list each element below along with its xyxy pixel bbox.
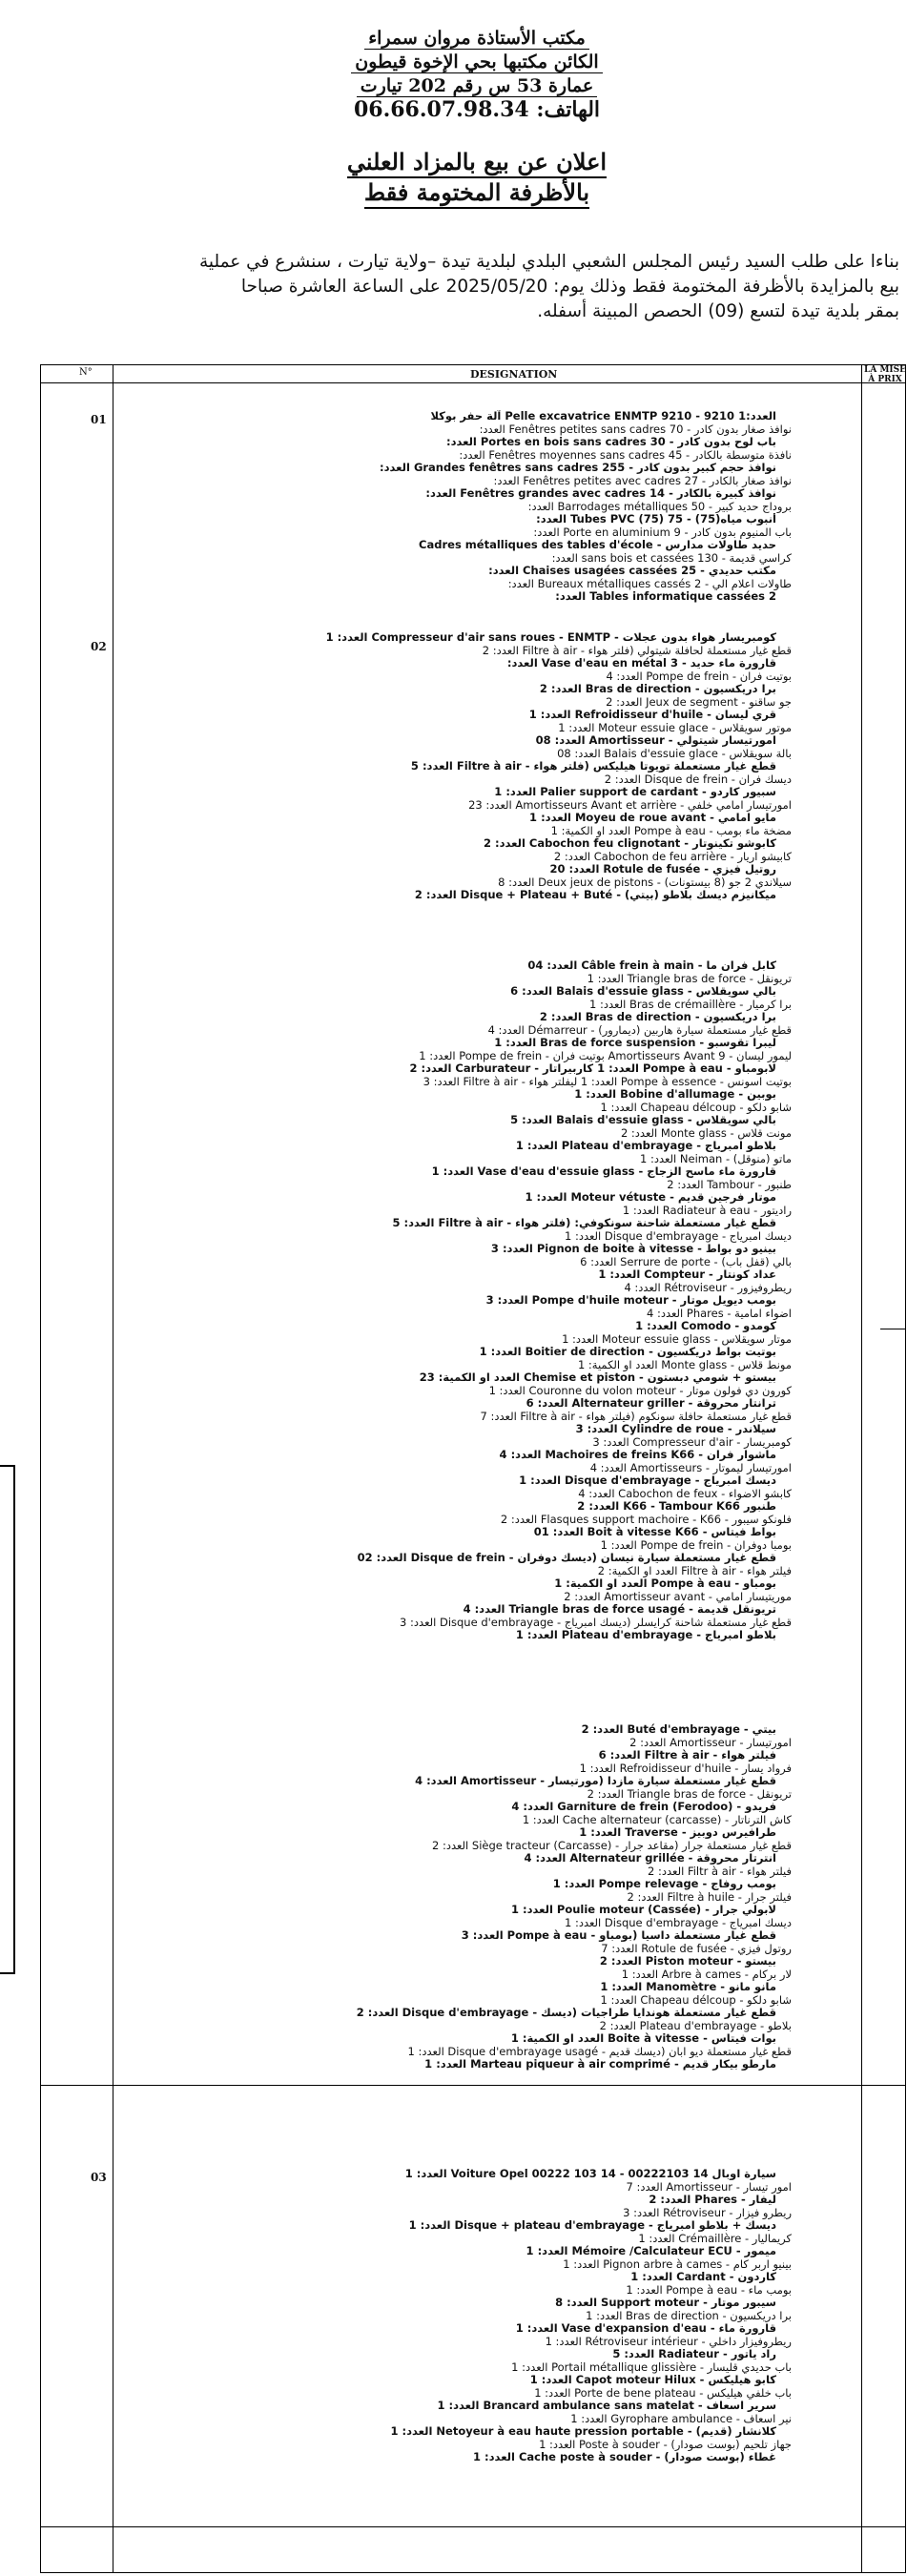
lot-item: طنبور K66 - Tambour K66 العدد: 2 bbox=[577, 1500, 776, 1513]
lot-item: قارورة ماء ماسح الزجاج - Vase d'eau d'essuie glass العدد: 1 bbox=[431, 1165, 776, 1178]
lot-item: نوافذ صغار بدون كادر - 70 Fenêtres petites sans cadres العدد: bbox=[479, 422, 792, 436]
lot-item: كورون دي فولون موتار - Couronne du volon moteur العدد: 1 bbox=[488, 1384, 792, 1397]
lot-item: ريطروفيزار داخلي - Rétroviseur intérieur العدد: 1 bbox=[545, 2335, 792, 2348]
lot-item: بومب ماء - Pompe à eau العدد: 1 bbox=[626, 2283, 792, 2297]
notice-intro bbox=[8, 250, 899, 324]
lot-item: قري ليسان - Refroidisseur d'huile العدد: 1 bbox=[528, 709, 776, 721]
notice-title-line-1: اعلان عن بيع بالمزاد العلني bbox=[347, 148, 607, 178]
col-header-mise-a-prix: LA MISE À PRIX bbox=[864, 365, 906, 384]
lot-item: مونت قلاس - Monte glass العدد: 2 bbox=[620, 1126, 792, 1140]
lot-item: روتيل فيزي - Rotule de fusée العدد: 20 bbox=[549, 863, 776, 876]
lot-item: باب المنيوم بدون كادر - 9 Porte en aluminium العدد: bbox=[533, 526, 792, 539]
lot-item: كابل فران ما - Câble frein à main العدد: 04 bbox=[527, 959, 776, 972]
lot-item: بالة سويقلاس - Balais d'essuie glace العدد: 08 bbox=[557, 747, 792, 760]
lot-item: لار بركام - Arbre à cames العدد: 1 bbox=[621, 1968, 792, 1981]
office-phone: الهاتف: 06.66.07.98.34 bbox=[353, 97, 601, 122]
lot-item: تريونقل - Triangle bras de force العدد: 2 bbox=[587, 1787, 792, 1801]
lot-item: طنبور - Tambour العدد: 2 bbox=[667, 1178, 792, 1191]
lot-item: ديسك امبرياج - Disque d'embrayage العدد: 1 bbox=[564, 1916, 792, 1929]
office-address-1: الكائن مكتبها بحي الإخوة قيطون bbox=[351, 52, 602, 73]
lot-item: مانو مانو - Manomètre العدد: 1 bbox=[600, 1981, 776, 1993]
lot-item: برا دريكسيون - Bras de direction العدد: 2 bbox=[539, 1011, 776, 1023]
lot-item: ريطرو فيزار - Rétroviseur العدد: 3 bbox=[623, 2206, 792, 2219]
lot-item: نير اسعاف - Gyrophare ambulance العدد: 1 bbox=[570, 2412, 792, 2425]
lot-group bbox=[174, 1723, 797, 2071]
lot-item: فريدو - (Ferodoo) Garniture de frein العدد: 4 bbox=[511, 1801, 776, 1813]
lot-item: بيستو - Piston moteur العدد: 2 bbox=[599, 1955, 776, 1968]
lot-item: برا دريكسيون - Bras de direction العدد: 1 bbox=[586, 2309, 792, 2322]
lot-item: باب حديدي قليسار - Portail métallique glissière العدد: 1 bbox=[511, 2360, 792, 2374]
lot-item: حديد طاولات مدارس - Cadres métalliques des tables d'école bbox=[419, 539, 776, 551]
lot-item: قطع غيار مستعملة حافلة سونكوم (فيلتر هواء - Filtre à air العدد: 7 bbox=[480, 1410, 792, 1423]
lot-item: شابو دلكو - Chapeau délcoup العدد: 1 bbox=[600, 1993, 792, 2007]
office-address-2: عمارة 53 س رقم 202 تيارت bbox=[357, 75, 597, 97]
col-header-designation: DESIGNATION bbox=[470, 368, 558, 381]
lot-item: عداد كونتار - Compteur العدد: 1 bbox=[598, 1268, 776, 1281]
lot-item: بوتيت اسونس - Pompe à essence العدد: 1 ليفلتر هواء - Filtre à air العدد: 3 bbox=[423, 1075, 792, 1088]
lot-item: كومدو - Comodo العدد: 1 bbox=[635, 1320, 776, 1332]
lot-item: ريطروفيزور - Rétroviseur العدد: 4 bbox=[624, 1281, 792, 1294]
lot-number: 03 bbox=[91, 2171, 107, 2184]
lot-item: ماتو (منوقل) - Neiman العدد: 1 bbox=[639, 1152, 792, 1165]
lot-item: بوتيت فران - Pompe de frein العدد: 4 bbox=[606, 670, 792, 683]
header-rule bbox=[41, 382, 905, 383]
lot-item: كاردون - Cardant العدد: 1 bbox=[630, 2271, 776, 2283]
lot-item: ميكانيزم ديسك بلاطو (بيتي) - Disque + Plateau + Buté العدد: 2 bbox=[414, 889, 776, 901]
notice-title-line-2: بالأظرفة المختومة فقط bbox=[364, 178, 589, 209]
lot-item: كراسي قديمة - 130 sans bois et cassées العدد: bbox=[551, 551, 792, 565]
lot-item: شابو دلكو - Chapeau délcoup العدد: 1 bbox=[600, 1101, 792, 1114]
lot-item: سيارة اوبال 14 00222103 - Voiture Opel 00222 103 14 العدد: 1 bbox=[404, 2168, 776, 2180]
lot-item: فلونكو سيبور - Flasques support machoire - K66 العدد: 2 bbox=[500, 1513, 792, 1526]
lot-item: نافذة متوسطة بالكادر - 45 Fenêtres moyennes sans cadres العدد: bbox=[459, 448, 792, 462]
lot-item: غطاء (بوست صودار) - Cache poste à souder العدد: 1 bbox=[473, 2451, 776, 2463]
lot-item: كابوشو تكينوتار - Cabochon feu clignotant العدد: 2 bbox=[483, 837, 776, 850]
col-header-no: N° bbox=[79, 367, 93, 378]
lot-item: ديسك فران - Disque de frein العدد: 2 bbox=[604, 773, 792, 786]
lot-item: مكتب حديدي - 25 Chaises usagées cassées العدد: bbox=[488, 565, 776, 577]
office-name: مكتب الأستاذة مروان سمراء bbox=[364, 28, 589, 50]
lot-group bbox=[174, 631, 797, 902]
lot-item: سيبور موتار - Support moteur العدد: 8 bbox=[555, 2297, 776, 2309]
lot-item: كريماليار - Crémaillère العدد: 1 bbox=[638, 2232, 792, 2245]
lot-item: بومب روفاج - Pompe relevage العدد: 1 bbox=[552, 1878, 776, 1890]
intro-line-2: بيع بالمزايدة بالأظرفة المختومة فقط وذلك يوم: 2025/05/20 على الساعة العاشرة صباحا bbox=[240, 277, 899, 297]
lot-item: قطع غيار مستعملة هوندايا طراجيات (ديسك - Disque d'embrayage العدد: 2 bbox=[356, 2007, 776, 2019]
lot-item: راديتور - Radiateur à eau العدد: 1 bbox=[622, 1204, 792, 1217]
lot-item: قارورة ماء حديد - 3 Vase d'eau en métal العدد: bbox=[506, 657, 776, 670]
lot-item: بالي سويقلاس - Balais d'essuie glass العدد: 5 bbox=[510, 1114, 776, 1126]
lot-item: فيلتر هواء - Filtre à air العدد او الكمية: 2 bbox=[597, 1564, 792, 1577]
lot-item: بوات فيتاس - Boite à vitesse العدد او الكمية: 1 bbox=[510, 2032, 776, 2045]
lot-item: ديسك امبرياج - Disque d'embrayage العدد: 1 bbox=[519, 1474, 776, 1487]
lot-item: قطع غيار مستعملة سيارة مازدا (مورتيسار - Amortisseur العدد: 4 bbox=[415, 1775, 776, 1787]
lot-item: فرواد يسار - Refroidisseur d'huile العدد: 1 bbox=[579, 1762, 792, 1775]
lot-item: جو ساقنو - Jeux de segment العدد: 2 bbox=[606, 695, 792, 709]
lot-item: باب لوح بدون كادر - 30 Portes en bois sans cadres العدد: bbox=[445, 436, 776, 448]
lot-item: باب خلفي هيليكس - Porte de bene plateau العدد: 1 bbox=[534, 2386, 792, 2400]
lot-item: امورتيسار امامي خلفي - Amortisseurs Avant et arrière العدد: 23 bbox=[468, 798, 792, 812]
lot-item: كابيشو اريار - Cabochon de feu arrière العدد: 2 bbox=[553, 850, 792, 863]
lot-item: جهاز تلحيم (بوست صودار) - Poste à souder العدد: 1 bbox=[539, 2438, 792, 2451]
lot-item: نوافذ صغار بالكادر - 27 Fenêtres petites avec cadres العدد: bbox=[493, 474, 792, 487]
lot-item: نوافذ كبيرة بالكادر - 14 Fenêtres grandes avec cadres العدد: bbox=[425, 487, 776, 500]
lot-item: ديسك امبرياج - Disque d'embrayage العدد: 1 bbox=[564, 1229, 792, 1243]
lot-item: بلاطو امبرياج - Plateau d'embrayage العدد: 1 bbox=[515, 1629, 776, 1641]
lot-item: العدد:1 Pelle excavatrice ENMTP 9210 - 9210 آلة حفر بوكلا bbox=[430, 410, 776, 422]
lot-item: قطع غيار مستعملة جرار (مقاعد جرار - Siège tracteur (Carcasse) العدد: 2 bbox=[431, 1839, 792, 1852]
lot-item: بومبا دوفران - Pompe de frein العدد: 1 bbox=[600, 1538, 792, 1552]
lot-item: نوافذ حجم كبير بدون كادر - 255 Grandes fenêtres sans cadres العدد: bbox=[380, 462, 776, 474]
lot-item: موريتيسار امامي - Amortisseur avant العدد: 2 bbox=[564, 1590, 792, 1603]
lot-item: قطع غيار مستعملة شاحنة كرايسلر (ديسك امبرياج - Disque d'embrayage العدد: 3 bbox=[400, 1616, 792, 1629]
notice-title bbox=[286, 148, 668, 209]
lot-item: بواط فيتاس - Boit à vitesse K66 العدد: 01 bbox=[533, 1526, 776, 1538]
lot-item: بروداج حديد كبير - 50 Barrodages métalliques العدد: bbox=[527, 500, 792, 513]
lot-item: طاولات اعلام الي - 2 Bureaux métalliques cassés العدد: bbox=[507, 577, 792, 590]
lot-group bbox=[174, 959, 797, 1642]
lot-item: قطع غيار مستعملة سيارة نيسان (ديسك دوفران - Disque de frein العدد: 02 bbox=[357, 1552, 776, 1564]
lot-item: قطع غيار مستعملة شاحنة سونكوفي: (فلتر هواء - Filtre à air العدد: 5 bbox=[392, 1217, 776, 1229]
lot-item: روتول فيزي - Rotule de fusée العدد: 7 bbox=[601, 1942, 792, 1955]
lot-item: ترانتار محروقة - Alternateur griller العدد: 6 bbox=[526, 1397, 776, 1410]
lot-group bbox=[174, 410, 797, 604]
lot-item: قطع غيار مستعملة لحافلة شيتولي (فلتر هواء - Filtre à air العدد: 2 bbox=[482, 644, 792, 657]
lot-item: سرير اسعاف - Brancard ambulance sans matelat العدد: 1 bbox=[437, 2400, 776, 2412]
margin-bracket bbox=[0, 1465, 15, 1974]
lot-item: بالي (قفل باب) - Serrure de porte العدد: 6 bbox=[580, 1255, 792, 1268]
lot-item: مايو امامي - Moyeu de roue avant العدد: 1 bbox=[529, 812, 776, 824]
lot-item: قطع غيار مستعملة تويوتا هيليكس (فلتر هواء - Filtre à air العدد: 5 bbox=[410, 760, 776, 773]
lot-item: سبيور كاردو - Palier support de cardant العدد: 1 bbox=[494, 786, 776, 798]
lot-item: امورتيسار - Amortisseur العدد: 2 bbox=[629, 1736, 792, 1749]
lot-item: 2 Tables informatique cassées العدد: bbox=[555, 590, 776, 603]
lot-item: بوتيت بواط دريكسيون - Boitier de direction العدد: 1 bbox=[479, 1346, 776, 1358]
lot-item: مضخة ماء بومب - Pompe à eau العدد او الكمية: 1 bbox=[550, 824, 792, 837]
lot-item: طرافيرس دوبيز - Traverse العدد: 1 bbox=[579, 1826, 776, 1839]
lot-item: بينيو دو بواط - Pignon de boite à vitesse العدد: 3 bbox=[490, 1243, 776, 1255]
lot-item: لابولي جرار - Poulie moteur (Cassée) العدد: 1 bbox=[510, 1904, 776, 1916]
lot-item: ليفار - Phares العدد: 2 bbox=[649, 2194, 776, 2206]
lot-number: 02 bbox=[91, 640, 107, 653]
lot-item: امورتيسار شيتولي - Amortisseur العدد: 08 bbox=[535, 734, 776, 747]
lot-item: سيلاندر - Cylindre de roue العدد: 3 bbox=[575, 1423, 776, 1435]
lot-item: بينيو اربر كام - Pignon arbre à cames العدد: 1 bbox=[563, 2257, 792, 2271]
lot-item: ليبرا تقوسبو - Bras de force suspension العدد: 1 bbox=[494, 1037, 776, 1049]
lot-item: ميمور - Mémoire /Calculateur ECU العدد: 1 bbox=[526, 2245, 776, 2257]
lot-item: اضواء امامية - Phares العدد: 4 bbox=[646, 1307, 792, 1320]
lot-item: بومب ديويل موتار - Pompe d'huile moteur العدد: 3 bbox=[485, 1294, 776, 1307]
lot-item: قطع غيار مستعملة ديو ابان (ديسك قديم - Disque d'embrayage usagé العدد: 1 bbox=[407, 2045, 792, 2058]
lot-item: موتار فرجين قديم - Moteur vétuste العدد: 1 bbox=[525, 1191, 776, 1204]
lot-item: بومباو - Pompe à eau العدد او الكمية: 1 bbox=[554, 1577, 776, 1590]
intro-line-1: بناءا على طلب السيد رئيس المجلس الشعبي البلدي لبلدية تيدة –ولاية تيارت ، سنشرع في عملية bbox=[198, 252, 899, 272]
lot-item: ديسك + بلاطو امبرياج - Disque + plateau d'embrayage العدد: 1 bbox=[408, 2219, 776, 2232]
intro-line-3: بمقر بلدية تيدة لتسع (09) الحصص المبينة أسفله. bbox=[537, 301, 899, 321]
lot-item: ليمور ليسان - Amortisseurs Avant 9 بوتيت فران - Pompe de frein العدد: 1 bbox=[419, 1049, 792, 1062]
lot-item: أنبوب مياه(75) - 75 Tubes PVC (75) العدد: bbox=[536, 513, 776, 526]
lot-item: فيلتر هواء - Filtre à air العدد: 6 bbox=[598, 1749, 776, 1762]
lot-item: راد ياتور - Radiateur العدد: 5 bbox=[612, 2348, 776, 2360]
lot-item: موتار سويقلاس - Moteur essuie glass العدد: 1 bbox=[562, 1332, 792, 1346]
lot-item: بيستو + شومي دبستون - Chemise et piston العدد او الكمية: 23 bbox=[419, 1371, 776, 1384]
page-rule-2 bbox=[41, 2085, 905, 2086]
lot-item: انترتار محروقة - Alternateur grillée العدد: 4 bbox=[524, 1852, 776, 1865]
lot-item: بلاطو - Plateau d'embrayage العدد: 2 bbox=[599, 2019, 792, 2032]
lot-item: لابومباو - Pompe à eau العدد: 1 كاربيراتار - Carburateur العدد: 2 bbox=[409, 1062, 776, 1075]
lot-item: بلاطو امبرياج - Plateau d'embrayage العدد: 1 bbox=[515, 1140, 776, 1152]
lot-item: برا دريكسيون - Bras de direction العدد: 2 bbox=[539, 683, 776, 695]
lot-item: ماشوار فران - Machoires de freins K66 العدد: 4 bbox=[499, 1449, 776, 1461]
lot-item: امورتيسار ليموتار - Amortisseurs العدد: 4 bbox=[589, 1461, 792, 1474]
column-divider-mise bbox=[861, 365, 862, 2572]
lot-item: بوبين - Bobine d'allumage العدد: 1 bbox=[574, 1088, 776, 1101]
lot-item: مارطو بيكار قديم - Marteau piqueur à air comprimé العدد: 1 bbox=[424, 2058, 776, 2071]
lot-item: تريونقل - Triangle bras de force العدد: 1 bbox=[587, 972, 792, 985]
lot-item: برا كرميار - Bras de crémaillère العدد: 1 bbox=[589, 998, 792, 1011]
lot-item: قطع غيار مستعملة داسيا (بومباو - Pompe à eau العدد: 3 bbox=[461, 1929, 776, 1942]
lot-item: سيلاندي 2 جو (8 بيستونات) - Deux jeux de pistons العدد: 8 bbox=[498, 876, 792, 889]
lot-item: مونط قلاس - Monte glass العدد او الكمية: 1 bbox=[577, 1358, 792, 1371]
lot-item: بالي سويقلاس - Balais d'essuie glass العدد: 6 bbox=[510, 985, 776, 998]
lot-item: كابو هيليكس - Capot moteur Hilux العدد: 1 bbox=[529, 2374, 776, 2386]
lot-item: امور تيسار - Amortisseur العدد: 7 bbox=[626, 2180, 792, 2194]
office-header bbox=[277, 27, 677, 121]
lot-item: كاش الترناتار - Cache alternateur (carcasse) العدد: 1 bbox=[522, 1813, 792, 1826]
lot-item: كومبريسار - Compresseur d'air العدد: 3 bbox=[592, 1435, 792, 1449]
lot-item: فيلتر هواء - Filtr à air العدد: 2 bbox=[648, 1865, 792, 1878]
lot-item: تريونقل قديمة - Triangle bras de force usagé العدد: 4 bbox=[463, 1603, 776, 1616]
lot-item: كومبريسار هواء بدون عجلات - Compresseur d'air sans roues - ENMTP العدد: 1 bbox=[325, 631, 776, 644]
lot-number: 01 bbox=[91, 413, 107, 426]
lot-item: كلانشار (قديم) - Netoyeur à eau haute pression portable العدد: 1 bbox=[390, 2425, 776, 2438]
lot-item: قارورة ماء - Vase d'expansion d'eau العدد: 1 bbox=[515, 2322, 776, 2335]
lot-item: فيلتر جرار - Filtre à huile العدد: 2 bbox=[627, 1890, 792, 1904]
lot-item: موتور سويقلاس - Moteur essuie glace العدد: 1 bbox=[558, 721, 792, 734]
lot-item: بيتي - Buté d'embrayage العدد: 2 bbox=[581, 1723, 776, 1736]
lot-rule-03 bbox=[41, 2526, 905, 2527]
lot-item: كابشو الاضواء - Cabochon de feux العدد: 4 bbox=[578, 1487, 792, 1500]
lot-group bbox=[174, 2168, 797, 2464]
lot-item: قطع غيار مستعملة سيارة هاربين (ديمارور) - Démarreur العدد: 4 bbox=[487, 1023, 792, 1037]
